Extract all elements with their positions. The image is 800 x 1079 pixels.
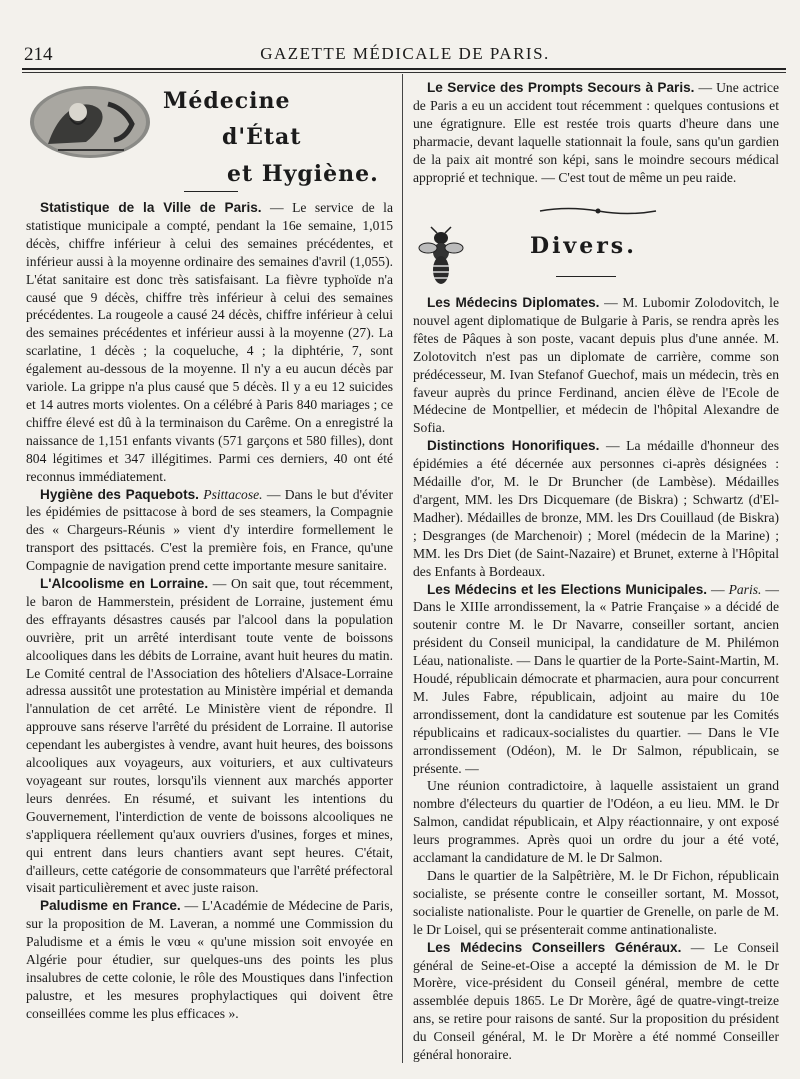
left-column [26,199,393,1023]
article-body: — Dans le XIIIe arrondissement, la « Patrie Française » a décidé de soutenir contre M. le Dr Navarre, conseiller sortant, ancien président du Conseil municipal, la candidature de M. Philémon Léau, nationaliste. — Dans le quartier de la Porte-Saint-Martin, M. Houdé, républicain démocrate et pharmacien, aura pour concurrent M. Jules Fabre, républicain, adjoint au maire du 10e arrondissement, dont la candidature est soutenue par les Comités républicains et radicaux-socialistes du quartier. — Dans le VIe arrondissement (Odéon), M. le Dr Salmon, républicain, se présente. — [413,581,779,776]
section-title-line-1: Médecine [163,88,291,114]
article-subtitle: — [707,581,729,597]
section-title-line-3: et Hygiène. [227,161,379,187]
article-body: — Le service de la statistique municipale a compté, pendant la 16e semaine, 1,015 décès, chiffre inférieur à celui des semaines précédentes, et inférieur aussi à la moyenne ordinaire des semaines d'avril (1,055). L'état sanitaire est donc très satisfaisant. La fièvre typhoïde n'a causé que 9 décès, chiffre très inférieur à celui des semaines précédentes. La rougeole a causé 24 décès, chiffre inférieur à celui des semaines précédentes et inférieur aussi à la moyenne (27). La scarlatine, 1 décès ; la coqueluche, 4 ; la diphtérie, 7, sont également au-dessous de la moyenne. Il n'y a eu aucun décès par variole. La grippe n'a plus causé que 5 décès. Il y a eu 12 suicides et 14 autres morts violentes. On a célébré à Paris 840 mariages ; ce chiffre élevé est dû à la terminaison du Carême. On a enregistré la naissance de 1,151 enfants vivants (571 garçons et 580 filles), dont 804 légitimes et 347 illégitimes. Parmi ces derniers, 40 ont été reconnus immédiatement. [26,200,393,484]
section-title-line-2: d'État [222,124,302,150]
article-paquebots [26,486,393,576]
header-rule-thin [22,72,786,73]
article-distinctions [413,437,779,580]
section-title-divers: Divers. [530,233,637,259]
page-header [22,40,788,66]
article-paludisme [26,897,393,1022]
section-divider [184,191,238,192]
article-alcoolisme [26,575,393,897]
article-conseillers [413,939,779,1064]
article-title: Paludisme en France. [40,898,181,914]
article-elections-reunion [413,777,779,867]
article-body: — La médaille d'honneur des épidémies a été décernée aux personnes ci-après désignées : Médaille d'or, M. le Dr Bruncher (de Lambèse). Médailles d'argent, MM. les Drs Dicquemare (de Biskra) ; Schwartz (d'El-Madher). Médailles de bronze, MM. les Drs Couillaud (de Biskra) ; Desgranges (de Marchenoir) ; Morel (médecin de la Marine) ; MM. les Drs Diet (de Saint-Nazaire) et Brunet, externe à l'Hôpital des Enfants à Bordeaux. [413,438,780,579]
journal-title: GAZETTE MÉDICALE DE PARIS. [260,44,550,63]
article-body: — Dans le but d'éviter les épidémies de psittacose à bord de ses steamers, la Compagnie des « Chargeurs-Réunis » vient d'y interdire formellement le transport des psittacés. C'est la première fois, en France, qu'une Compagnie de navigation prend cette importante mesure sanitaire. [26,486,393,574]
article-body: — L'Académie de Médecine de Paris, sur la proposition de M. Laveran, a nommé une Commission du Paludisme et a émis le vœu « qu'une mission soit envoyée en Algérie pour étudier, sur quelques-uns des points les plus insalubres de cette colonie, le rôle des Moustiques dans l'infection palustre, et les mesures prophylactiques qui doivent être conseillées comme les plus efficaces ». [26,898,393,1021]
article-elections [413,581,779,778]
article-body: Une réunion contradictoire, à laquelle assistaient un grand nombre d'électeurs du quartier de l'Odéon, a eu lieu. MM. le Dr Salmon, candidat républicain, et Alpy réactionnaire, y ont exposé leurs programmes. Après quoi un ordre du jour a été voté, acclamant la candidature de M. le Dr Salmon. [413,778,779,866]
article-title: L'Alcoolisme en Lorraine. [40,576,209,592]
article-body: — Une actrice de Paris a eu un accident tout récemment : quelques contusions et une égratignure. Elle est restée trois quarts d'heure dans une pharmacie, devant laquelle stationnait la foule, sans qu'un gardien de la paix ait montré son képi, sans le moindre secours médical approprié et technique. — C'est tout de même un peu raide. [413,80,780,185]
article-subtitle: Psittacose. [203,486,263,502]
page-number: 214 [24,44,53,65]
article-body: — M. Lubomir Zolodovitch, le nouvel agent diplomatique de Bulgarie à Paris, se rendra après les fêtes de Pâques à son poste, vacant depuis plus d'une année. M. Zolotovitch n'est pas un diplomate de carrière, comme son prédécesseur, M. Ivan Stefanof Guechof, mais un médecin, très en faveur auprès du prince Ferdinand, ancien élève de l'Ecole de Médecine de Montpellier, et médecin de l'hôpital Alexandre de Sofia. [413,295,779,436]
ornament-divider [538,204,658,218]
article-title: Distinctions Honorifiques. [427,438,600,454]
article-body: — On sait que, tout récemment, le baron de Hammerstein, président de Lorraine, justement ému des effrayants désastres causés par l'alcool dans la population ouvrière, prit un arrêté interdisant toute vente de boissons alcooliques dans les débits de Lorraine, avant huit heures du matin. Le Comité central de l'Association des hôteliers d'Alsace-Lorraine adressa aussitôt une protestation au Ministère impérial et demanda l'annulation de cet arrêté. Le Ministère vient de répondre. Il approuve sans réserve l'arrêté du président de Lorraine. Il autorise cependant les aubergistes à vendre, avant huit heures, des boissons alcooliques aux voyageurs, aux voituriers, et aux cultivateurs voyageant sur routes, lorsqu'ils viennent aux marchés apporter leurs denrées. En résumé, et suivant les intentions du Gouvernement, l'interdiction de vente de boissons alcooliques ne s'appliquera réellement qu'aux ouvriers d'usines, forges et mines, qui entrent dans leurs chantiers avant sept heures. C'était, d'ailleurs, cette catégorie de consommateurs que l'arrêté préfectoral visait particulièrement et avec juste raison. [26,576,393,896]
section-divider [556,276,616,277]
article-statistique [26,199,393,486]
right-column [413,294,779,1064]
article-elections-salpetriere [413,867,779,939]
right-column-top [413,79,779,186]
article-body: — Le Conseil général de Seine-et-Oise a accepté la démission de M. le Dr Morère, vice-président du Conseil général, membre de cette assemblée depuis 1865. Le Dr Morère, âgé de quatre-vingt-treize ans, se retire pour raisons de santé. Sur la proposition du président du Conseil général, M. le Dr Morère a été nommé Conseiller général honoraire. [413,939,779,1063]
article-diplomates [413,294,779,437]
article-title: Les Médecins Conseillers Généraux. [427,939,682,955]
article-title: Hygiène des Paquebots. [40,486,199,502]
article-subtitle-city: Paris. [728,581,762,597]
article-title: Les Médecins et les Elections Municipales. [427,581,708,597]
header-rule [22,68,786,70]
article-title: Le Service des Prompts Secours à Paris. [427,80,695,95]
article-body: Dans le quartier de la Salpêtrière, M. le Dr Fichon, républicain socialiste, se présente contre le conseiller sortant, M. Mossot, socialiste nationaliste. Pour le quartier de Grenelle, on parle de M. le Dr Loisel, qui se présenterait comme antinationaliste. [413,868,779,937]
article-prompts-secours [413,79,779,186]
article-title: Les Médecins Diplomates. [427,295,600,310]
article-title: Statistique de la Ville de Paris. [40,200,262,215]
bee-icon [418,226,464,288]
column-separator [402,74,403,1063]
vignette-illustration [28,84,152,160]
